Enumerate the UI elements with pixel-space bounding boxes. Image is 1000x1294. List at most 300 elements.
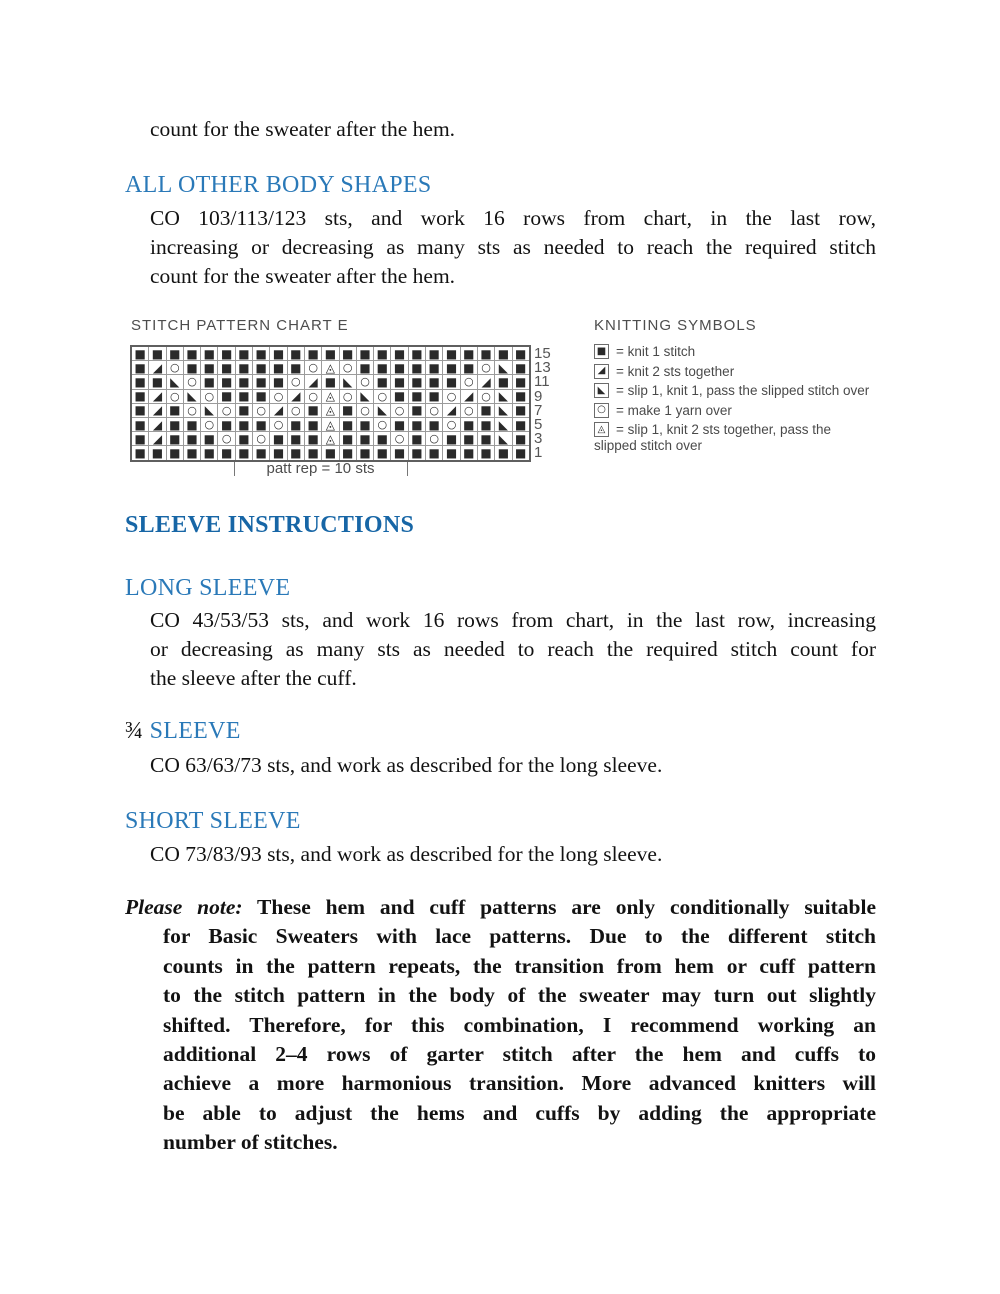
chart-cell-knit-1-stitch: [236, 347, 252, 360]
please-note-paragraph: [125, 893, 876, 1158]
chart-cell-knit-1-stitch: [149, 347, 165, 360]
knit-2-together-icon: ◢: [152, 403, 163, 417]
slip-1-knit-1-psso-icon: ◣: [498, 361, 508, 375]
knit-2-together-icon: ◢: [291, 389, 301, 403]
slip-1-knit-1-psso-icon: ◣: [377, 403, 387, 417]
chart-cell-knit-1-stitch: [253, 418, 269, 431]
intro-paragraph: [150, 115, 876, 144]
chart-cell-knit-1-stitch: [305, 432, 321, 445]
chart-cell-knit-2-together: [270, 404, 286, 417]
slip-1-knit-2-together-psso-icon: ◬: [325, 361, 336, 375]
knit-1-stitch-icon: ■: [376, 361, 388, 375]
knit-1-stitch-icon: ■: [515, 347, 527, 361]
chart-cell-knit-1-stitch: [409, 418, 425, 431]
knit-1-stitch-icon: ■: [411, 389, 423, 403]
heading-sleeve-instructions: SLEEVE INSTRUCTIONS: [125, 512, 415, 538]
knit-1-stitch-icon: ■: [497, 375, 510, 389]
chart-cell-knit-1-stitch: [391, 347, 407, 360]
knit-1-stitch-icon: ■: [151, 347, 164, 361]
knit-1-stitch-icon: ■: [324, 446, 337, 460]
yarn-over-icon: ○: [342, 361, 353, 375]
chart-cell-knit-1-stitch: [132, 347, 148, 360]
knit-1-stitch-icon: ■: [203, 432, 215, 446]
paragraph-line: CO 43/53/53 sts, and work 16 rows from chart, in the last row, increasing: [150, 608, 876, 632]
chart-cell-yarn-over: [184, 375, 200, 388]
knit-1-stitch-icon: ■: [411, 417, 423, 432]
knit-1-stitch-icon: ■: [134, 361, 146, 375]
chart-cell-knit-1-stitch: [236, 432, 252, 445]
slip-1-knit-1-psso-icon: ◣: [170, 375, 180, 389]
chart-cell-knit-1-stitch: [478, 446, 494, 459]
knit-1-stitch-icon: ■: [411, 361, 423, 375]
knit-1-stitch-icon: ■: [307, 446, 319, 460]
knit-1-stitch-icon: ■: [203, 361, 215, 375]
knit-1-stitch-icon: ■: [411, 403, 423, 417]
knit-1-stitch-icon: ■: [255, 361, 267, 375]
paragraph-line: be able to adjust the hems and cuffs by adding the appropriate: [163, 1100, 876, 1125]
knit-1-stitch-icon: ■: [134, 389, 146, 403]
chart-cell-knit-1-stitch: [391, 375, 407, 388]
paragraph-line: the sleeve after the cuff.: [150, 666, 357, 690]
chart-cell-knit-1-stitch: [391, 361, 407, 374]
knit-1-stitch-icon: ■: [272, 375, 285, 389]
paragraph-line: increasing or decreasing as many sts as needed to reach the required stitch: [150, 235, 876, 259]
chart-cell-yarn-over: [288, 375, 304, 388]
yarn-over-icon: ○: [481, 389, 491, 403]
knit-1-stitch-icon: ■: [186, 432, 198, 446]
knit-1-stitch-icon: ■: [220, 389, 233, 403]
legend-item: [594, 383, 886, 398]
chart-cell-knit-1-stitch: [391, 418, 407, 431]
chart-cell-knit-1-stitch: [236, 446, 252, 459]
knit-2-together-icon: ◢: [308, 375, 318, 389]
knit-1-stitch-icon: ■: [515, 389, 527, 403]
knit-1-stitch-icon: ■: [515, 403, 527, 417]
chart-cell-yarn-over: [253, 432, 269, 445]
chart-cell-yarn-over: [391, 404, 407, 417]
yarn-over-icon: ○: [308, 361, 318, 375]
chart-cell-knit-1-stitch: [167, 446, 183, 459]
knit-1-stitch-icon: ■: [393, 417, 406, 432]
chart-cell-slip-1-knit-1-psso: [495, 404, 511, 417]
chart-cell-knit-2-together: [443, 404, 459, 417]
knit-2-together-icon: ◢: [152, 417, 163, 432]
chart-cell-yarn-over: [461, 404, 477, 417]
knit-1-stitch-icon: ■: [445, 361, 458, 375]
chart-cell-knit-1-stitch: [305, 418, 321, 431]
chart-cell-knit-1-stitch: [288, 432, 304, 445]
chart-cell-knit-1-stitch: [201, 375, 217, 388]
knit-1-stitch-icon: ■: [169, 347, 181, 361]
chart-cell-knit-1-stitch: [253, 375, 269, 388]
paragraph-line: achieve a more harmonious transition. More advanced knitters will: [163, 1071, 876, 1096]
chart-cell-yarn-over: [288, 404, 304, 417]
slip-1-knit-2-together-psso-icon: ◬: [325, 403, 336, 417]
knit-1-stitch-icon: ■: [220, 446, 233, 460]
knit-1-stitch-icon: ■: [255, 389, 267, 403]
knit-1-stitch-icon: ■: [428, 417, 440, 432]
yarn-over-icon: ○: [463, 403, 474, 417]
chart-cell-yarn-over: [201, 418, 217, 431]
chart-cell-knit-1-stitch: [270, 375, 286, 388]
yarn-over-icon: ○: [446, 389, 457, 403]
knit-1-stitch-icon: ■: [255, 375, 267, 389]
slip-1-knit-2-together-psso-icon: ◬: [325, 432, 336, 446]
chart-cell-knit-1-stitch: [409, 375, 425, 388]
knit-1-stitch-icon: ■: [428, 347, 440, 361]
chart-cell-knit-1-stitch: [340, 432, 356, 445]
chart-cell-knit-1-stitch: [391, 390, 407, 403]
chart-cell-knit-1-stitch: [253, 390, 269, 403]
chart-cell-knit-2-together: [461, 390, 477, 403]
chart-cell-yarn-over: [270, 418, 286, 431]
chart-cell-yarn-over: [443, 418, 459, 431]
knit-1-stitch-icon: ■: [169, 446, 181, 460]
chart-cell-knit-1-stitch: [167, 404, 183, 417]
knit-1-stitch-icon: ■: [515, 417, 527, 432]
knit-1-stitch-icon: ■: [411, 446, 423, 460]
chart-cell-knit-1-stitch: [236, 390, 252, 403]
chart-cell-knit-1-stitch: [167, 347, 183, 360]
knit-1-stitch-icon: ■: [515, 361, 527, 375]
chart-cell-knit-1-stitch: [374, 375, 390, 388]
yarn-over-icon: ○: [394, 432, 405, 446]
legend-item-text: = knit 2 sts together: [616, 363, 735, 379]
knit-1-stitch-icon: ■: [497, 347, 510, 361]
chart-cell-knit-1-stitch: [270, 432, 286, 445]
slip-1-knit-1-psso-icon: ◣: [343, 375, 353, 389]
chart-cell-knit-1-stitch: [322, 347, 338, 360]
chart-cell-knit-2-together: [149, 404, 165, 417]
knit-1-stitch-icon: ■: [272, 432, 285, 446]
knit-1-stitch-icon: ■: [238, 446, 250, 460]
yarn-over-icon: ○: [446, 418, 457, 432]
yarn-over-icon: ○: [360, 375, 370, 389]
chart-cell-slip-1-knit-1-psso: [495, 390, 511, 403]
knit-1-stitch-icon: ■: [238, 361, 250, 375]
knit-1-stitch-icon: ■: [134, 432, 146, 446]
chart-row-number: 13: [534, 359, 551, 377]
yarn-over-icon: ○: [273, 389, 284, 403]
intro-line: count for the sweater after the hem.: [150, 117, 456, 141]
chart-cell-knit-1-stitch: [132, 404, 148, 417]
knit-1-stitch-icon: ■: [134, 417, 146, 432]
knit-1-stitch-icon: ■: [290, 361, 302, 375]
chart-cell-knit-1-stitch: [478, 404, 494, 417]
knit-1-stitch-icon: ■: [151, 446, 164, 460]
chart-cell-slip-1-knit-1-psso: [201, 404, 217, 417]
yarn-over-icon: ○: [308, 389, 318, 403]
slip-1-knit-1-psso-icon: ◣: [360, 389, 370, 403]
chart-cell-yarn-over: [253, 404, 269, 417]
chart-cell-knit-1-stitch: [340, 418, 356, 431]
paragraph-line: CO 63/63/73 sts, and work as described for the long sleeve.: [150, 753, 663, 777]
chart-cell-knit-1-stitch: [305, 446, 321, 459]
yarn-over-icon: ○: [360, 403, 370, 417]
chart-cell-knit-1-stitch: [461, 418, 477, 431]
paragraph-line: counts in the pattern repeats, the transition from hem or cuff pattern: [163, 953, 876, 978]
chart-cell-knit-1-stitch: [201, 432, 217, 445]
chart-cell-yarn-over: [357, 375, 373, 388]
note-text: These hem and cuff patterns are only conditionally suitable: [242, 895, 877, 919]
chart-cell-slip-1-knit-2-together-psso: [322, 361, 338, 374]
chart-cell-knit-1-stitch: [513, 375, 529, 388]
chart-cell-slip-1-knit-1-psso: [495, 418, 511, 431]
heading-fraction-prefix: ¾: [125, 718, 144, 744]
chart-cell-knit-1-stitch: [409, 446, 425, 459]
chart-cell-knit-1-stitch: [340, 347, 356, 360]
chart-row-number: 11: [534, 373, 550, 391]
knit-1-stitch-icon: ■: [463, 432, 475, 446]
knit-1-stitch-icon: ■: [134, 347, 146, 361]
chart-cell-knit-1-stitch: [218, 446, 234, 459]
knit-1-stitch-icon: ■: [463, 417, 475, 432]
knit-1-stitch-icon: ■: [220, 375, 233, 389]
knit-1-stitch-icon: ■: [393, 446, 406, 460]
slip-1-knit-1-psso-icon: ◣: [498, 403, 508, 417]
chart-cell-knit-1-stitch: [426, 418, 442, 431]
chart-cell-knit-1-stitch: [184, 446, 200, 459]
heading-short-sleeve: SHORT SLEEVE: [125, 808, 301, 834]
chart-cell-knit-1-stitch: [391, 446, 407, 459]
knit-1-stitch-icon: ■: [307, 417, 319, 432]
knit-2-together-icon: ◢: [273, 403, 284, 417]
body-shapes-paragraph: [150, 204, 876, 291]
knit-1-stitch-icon: ■: [428, 389, 440, 403]
chart-cell-knit-1-stitch: [495, 446, 511, 459]
chart-cell-knit-1-stitch: [374, 446, 390, 459]
chart-cell-knit-1-stitch: [478, 418, 494, 431]
yarn-over-icon: ○: [429, 403, 439, 417]
chart-cell-knit-1-stitch: [357, 347, 373, 360]
knit-1-stitch-icon: ■: [411, 347, 423, 361]
chart-cell-knit-1-stitch: [340, 446, 356, 459]
knit-1-stitch-icon: ■: [480, 417, 492, 432]
yarn-over-icon: ○: [169, 361, 180, 375]
chart-cell-knit-1-stitch: [513, 404, 529, 417]
knit-1-stitch-icon: ■: [134, 375, 146, 389]
yarn-over-icon: ○: [273, 418, 284, 432]
chart-cell-knit-1-stitch: [305, 404, 321, 417]
chart-cell-knit-1-stitch: [253, 446, 269, 459]
chart-cell-slip-1-knit-2-together-psso: [322, 404, 338, 417]
chart-cell-yarn-over: [374, 418, 390, 431]
knit-1-stitch-icon: ■: [255, 417, 267, 432]
chart-cell-knit-1-stitch: [374, 432, 390, 445]
yarn-over-icon: ○: [481, 361, 491, 375]
knit-1-stitch-icon: ■: [324, 375, 337, 389]
yarn-over-icon: ○: [221, 432, 232, 446]
chart-cell-knit-1-stitch: [495, 347, 511, 360]
legend-item-text: = knit 1 stitch: [616, 344, 696, 359]
legend-item: [594, 422, 886, 453]
knit-1-stitch-icon: ■: [290, 432, 302, 446]
knit-1-stitch-icon: ■: [238, 389, 250, 403]
chart-cell-slip-1-knit-2-together-psso: [322, 390, 338, 403]
chart-cell-yarn-over: [305, 361, 321, 374]
paragraph-line: [125, 893, 876, 922]
legend-item: [594, 344, 886, 359]
chart-cell-knit-1-stitch: [513, 390, 529, 403]
chart-cell-knit-1-stitch: [443, 347, 459, 360]
chart-cell-knit-1-stitch: [409, 404, 425, 417]
chart-cell-yarn-over: [478, 390, 494, 403]
chart-cell-knit-1-stitch: [270, 347, 286, 360]
chart-cell-knit-1-stitch: [443, 432, 459, 445]
yarn-over-icon: ○: [169, 389, 180, 403]
chart-cell-knit-1-stitch: [184, 347, 200, 360]
chart-cell-yarn-over: [357, 404, 373, 417]
knit-1-stitch-icon: ■: [342, 446, 354, 460]
yarn-over-icon: ○: [204, 418, 215, 432]
knit-1-stitch-icon: ■: [428, 361, 440, 375]
knit-1-stitch-icon: ■: [445, 446, 458, 460]
chart-cell-knit-1-stitch: [288, 446, 304, 459]
knit-1-stitch-icon: ■: [411, 432, 423, 446]
knit-1-stitch-icon: ■: [480, 432, 492, 446]
knit-1-stitch-icon: ■: [307, 403, 319, 417]
chart-cell-yarn-over: [426, 404, 442, 417]
chart-cell-knit-1-stitch: [218, 418, 234, 431]
knit-1-stitch-icon: ■: [515, 432, 527, 446]
knit-1-stitch-icon: ■: [238, 417, 250, 432]
knit-1-stitch-icon: ■: [169, 432, 181, 446]
chart-cell-knit-1-stitch: [270, 446, 286, 459]
long-sleeve-paragraph: [150, 606, 876, 693]
knit-1-stitch-icon: ■: [203, 375, 215, 389]
chart-cell-slip-1-knit-1-psso: [495, 432, 511, 445]
chart-cell-knit-1-stitch: [322, 375, 338, 388]
yarn-over-icon: ○: [204, 389, 215, 403]
chart-cell-knit-1-stitch: [167, 432, 183, 445]
legend-item: [594, 403, 886, 418]
slip-1-knit-1-psso-icon: ◣: [187, 389, 197, 403]
knit-1-stitch-icon: ■: [376, 446, 388, 460]
chart-cell-knit-1-stitch: [340, 404, 356, 417]
knit-1-stitch-icon: ■: [463, 446, 475, 460]
chart-cell-knit-1-stitch: [253, 347, 269, 360]
chart-cell-knit-1-stitch: [357, 432, 373, 445]
chart-cell-knit-1-stitch: [443, 361, 459, 374]
knit-1-stitch-icon: ■: [151, 375, 164, 389]
chart-cell-knit-1-stitch: [184, 432, 200, 445]
chart-cell-knit-1-stitch: [461, 347, 477, 360]
knit-1-stitch-icon: ■: [480, 347, 492, 361]
legend-item-text: = make 1 yarn over: [616, 402, 732, 418]
chart-row-number: 5: [534, 415, 543, 433]
knit-1-stitch-icon: ■: [290, 417, 302, 432]
chart-cell-yarn-over: [340, 361, 356, 374]
chart-cell-knit-1-stitch: [322, 446, 338, 459]
yarn-over-icon: ○: [429, 432, 439, 446]
yarn-over-icon: ○: [377, 418, 388, 432]
slip-1-knit-2-together-psso-icon: ◬: [325, 417, 336, 432]
knit-1-stitch-icon: ■: [238, 403, 250, 417]
chart-cell-knit-1-stitch: [374, 361, 390, 374]
chart-cell-knit-1-stitch: [132, 390, 148, 403]
chart-cell-knit-2-together: [305, 375, 321, 388]
chart-cell-knit-1-stitch: [426, 375, 442, 388]
knit-1-stitch-icon: ■: [376, 432, 388, 446]
chart-cell-yarn-over: [184, 404, 200, 417]
chart-cell-knit-1-stitch: [201, 347, 217, 360]
legend-item-text: = slip 1, knit 1, pass the slipped stitch over: [616, 383, 870, 398]
chart-cell-knit-1-stitch: [167, 418, 183, 431]
knit-1-stitch-icon: ■: [134, 403, 146, 417]
knit-1-stitch-icon: ■: [359, 432, 371, 446]
knit-1-stitch-icon: ■: [220, 361, 233, 375]
knit-1-stitch-icon: ■: [463, 347, 475, 361]
yarn-over-icon: ○: [256, 403, 267, 417]
chart-cell-yarn-over: [426, 432, 442, 445]
three-quarter-sleeve-paragraph: [150, 751, 876, 780]
chart-cell-knit-1-stitch: [305, 347, 321, 360]
paragraph-line: CO 103/113/123 sts, and work 16 rows from chart, in the last row,: [150, 206, 876, 230]
short-sleeve-paragraph: [150, 840, 876, 869]
knit-1-stitch-icon: ■: [480, 446, 492, 460]
knit-1-stitch-icon: ■: [497, 446, 510, 460]
knit-1-stitch-icon: ■: [594, 344, 609, 359]
chart-cell-knit-1-stitch: [218, 347, 234, 360]
knitting-symbols-legend: [594, 344, 886, 458]
chart-cell-yarn-over: [167, 361, 183, 374]
chart-cell-knit-1-stitch: [132, 446, 148, 459]
yarn-over-icon: ○: [342, 389, 353, 403]
knit-1-stitch-icon: ■: [220, 347, 233, 361]
slip-1-knit-2-together-psso-icon: ◬: [594, 422, 609, 437]
yarn-over-icon: ○: [394, 403, 405, 417]
chart-cell-knit-1-stitch: [513, 347, 529, 360]
knit-1-stitch-icon: ■: [169, 403, 181, 417]
chart-cell-knit-1-stitch: [374, 347, 390, 360]
knit-1-stitch-icon: ■: [359, 417, 371, 432]
chart-cell-knit-1-stitch: [132, 432, 148, 445]
chart-cell-knit-1-stitch: [236, 375, 252, 388]
chart-row-number: 1: [534, 444, 543, 462]
chart-cell-knit-1-stitch: [236, 404, 252, 417]
chart-cell-knit-1-stitch: [288, 361, 304, 374]
legend-title: KNITTING SYMBOLS: [594, 317, 757, 334]
chart-cell-slip-1-knit-1-psso: [184, 390, 200, 403]
chart-row-number: 15: [534, 345, 551, 362]
chart-cell-slip-1-knit-1-psso: [495, 361, 511, 374]
chart-cell-knit-1-stitch: [409, 432, 425, 445]
slip-1-knit-1-psso-icon: ◣: [498, 432, 508, 446]
knit-1-stitch-icon: ■: [428, 375, 440, 389]
chart-cell-knit-2-together: [149, 361, 165, 374]
paragraph-line: CO 73/83/93 sts, and work as described for the long sleeve.: [150, 842, 663, 866]
chart-cell-knit-1-stitch: [443, 375, 459, 388]
paragraph-line: number of stitches.: [163, 1130, 338, 1155]
legend-item: [594, 364, 886, 379]
chart-row-number: 9: [534, 387, 543, 405]
knit-1-stitch-icon: ■: [445, 375, 458, 389]
knit-1-stitch-icon: ■: [411, 375, 423, 389]
knit-1-stitch-icon: ■: [515, 375, 527, 389]
chart-cell-knit-1-stitch: [513, 418, 529, 431]
legend-item-text: slipped stitch over: [594, 438, 703, 453]
yarn-over-icon: ○: [187, 375, 197, 389]
knit-2-together-icon: ◢: [152, 361, 163, 375]
yarn-over-icon: ○: [291, 375, 301, 389]
chart-cell-knit-1-stitch: [288, 347, 304, 360]
chart-cell-knit-1-stitch: [443, 446, 459, 459]
knit-1-stitch-icon: ■: [342, 347, 354, 361]
knit-1-stitch-icon: ■: [359, 361, 371, 375]
chart-cell-yarn-over: [201, 390, 217, 403]
chart-cell-yarn-over: [391, 432, 407, 445]
yarn-over-icon: ○: [594, 403, 609, 418]
